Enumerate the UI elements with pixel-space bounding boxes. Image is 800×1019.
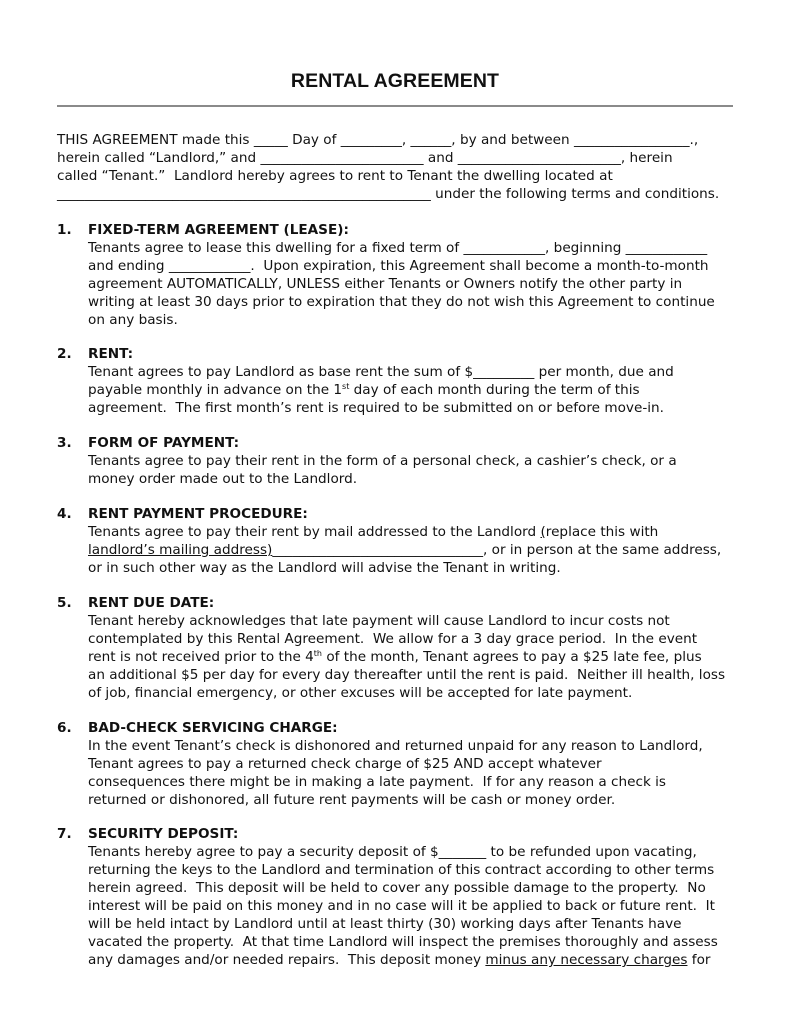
section-line: writing at least 30 days prior to expiration that they do not wish this Agreement to continue	[88, 294, 715, 310]
line-text: payable monthly in advance on the 1	[88, 382, 343, 398]
line-text: , or in person at the same address,	[483, 542, 722, 558]
title-divider	[57, 105, 733, 107]
underlined-text: minus any necessary charges	[485, 952, 688, 968]
line-text: any damages and/or needed repairs. This deposit money	[88, 952, 486, 968]
section-line: Tenant hereby acknowledges that late payment will cause Landlord to incur costs not	[88, 613, 670, 629]
line-text: Tenants agree to pay their rent by mail addressed to the Landlord	[88, 524, 541, 540]
section-line: vacated the property. At that time Landlord will inspect the premises thoroughly and assess	[88, 934, 718, 950]
section-heading: RENT PAYMENT PROCEDURE:	[88, 506, 308, 522]
underlined-text: landlord’s mailing address)	[88, 542, 273, 558]
section-number: 2.	[57, 346, 72, 362]
section-line: Tenants agree to pay their rent in the form of a personal check, a cashier’s check, or a	[88, 453, 677, 469]
section-line	[88, 648, 702, 666]
section-number: 1.	[57, 222, 72, 238]
section-line: an additional $5 per day for every day thereafter until the rent is paid. Neither ill health, loss	[88, 667, 726, 683]
document-title: RENTAL AGREEMENT	[290, 70, 500, 92]
section-line: will be held intact by Landlord until at least thirty (30) working days after Tenants have	[88, 916, 682, 932]
section-number: 7.	[57, 826, 72, 842]
section-line: or in such other way as the Landlord will advise the Tenant in writing.	[88, 560, 561, 576]
section-line: agreement AUTOMATICALLY, UNLESS either Tenants or Owners notify the other party in	[88, 276, 683, 292]
intro-line: herein called “Landlord,” and ________________________ and ________________________, herein	[57, 150, 673, 166]
intro-line: _______________________________________________________ under the following terms and conditions.	[57, 186, 720, 202]
ordinal-suffix: st	[342, 382, 350, 391]
section-line: interest will be paid on this money and in no case will it be applied to back or future rent. It	[88, 898, 715, 914]
section-line: Tenant agrees to pay Landlord as base rent the sum of $_________ per month, due and	[88, 364, 674, 380]
section-line: consequences there might be in making a late payment. If for any reason a check is	[88, 774, 667, 790]
line-text: of the month, Tenant agrees to pay a $25 late fee, plus	[322, 649, 702, 665]
section-line: herein agreed. This deposit will be held to cover any possible damage to the property. No	[88, 880, 706, 896]
intro-line: called “Tenant.” Landlord hereby agrees to rent to Tenant the dwelling located at	[57, 168, 613, 184]
section-heading: FORM OF PAYMENT:	[88, 435, 240, 451]
section-heading: SECURITY DEPOSIT:	[88, 826, 239, 842]
section-line	[88, 381, 640, 399]
section-line: Tenants agree to lease this dwelling for a fixed term of ____________, beginning ____________	[88, 240, 708, 256]
underlined-text: (	[540, 524, 546, 540]
address-blank: _______________________________	[272, 542, 484, 558]
section-line: Tenants hereby agree to pay a security deposit of $_______ to be refunded upon vacating,	[88, 844, 697, 860]
section-line: In the event Tenant’s check is dishonored and returned unpaid for any reason to Landlord,	[88, 738, 703, 754]
section-line: returned or dishonored, all future rent payments will be cash or money order.	[88, 792, 616, 808]
section-heading: BAD-CHECK SERVICING CHARGE:	[88, 720, 338, 736]
section-number: 3.	[57, 435, 72, 451]
line-text: for	[687, 952, 711, 968]
section-line	[88, 541, 721, 559]
section-line: money order made out to the Landlord.	[88, 471, 358, 487]
section-number: 5.	[57, 595, 72, 611]
section-line: Tenant agrees to pay a returned check charge of $25 AND accept whatever	[88, 756, 602, 772]
section-line: of job, financial emergency, or other excuses will be accepted for late payment.	[88, 685, 633, 701]
section-heading: RENT DUE DATE:	[88, 595, 215, 611]
intro-line: THIS AGREEMENT made this _____ Day of _________, ______, by and between _________________.,	[57, 132, 699, 148]
ordinal-suffix: th	[313, 649, 322, 658]
section-heading: FIXED-TERM AGREEMENT (LEASE):	[88, 222, 349, 238]
section-line: contemplated by this Rental Agreement. We allow for a 3 day grace period. In the event	[88, 631, 698, 647]
section-line	[88, 523, 658, 541]
line-text: day of each month during the term of this	[349, 382, 640, 398]
section-number: 4.	[57, 506, 72, 522]
section-line: and ending ____________. Upon expiration, this Agreement shall become a month-to-month	[88, 258, 709, 274]
section-line	[88, 951, 710, 969]
line-text: rent is not received prior to the 4	[88, 649, 314, 665]
line-text: replace this with	[545, 524, 659, 540]
section-number: 6.	[57, 720, 72, 736]
section-line: on any basis.	[88, 312, 178, 328]
section-line: agreement. The first month’s rent is required to be submitted on or before move-in.	[88, 400, 664, 416]
section-heading: RENT:	[88, 346, 134, 362]
section-line: returning the keys to the Landlord and termination of this contract according to other terms	[88, 862, 715, 878]
